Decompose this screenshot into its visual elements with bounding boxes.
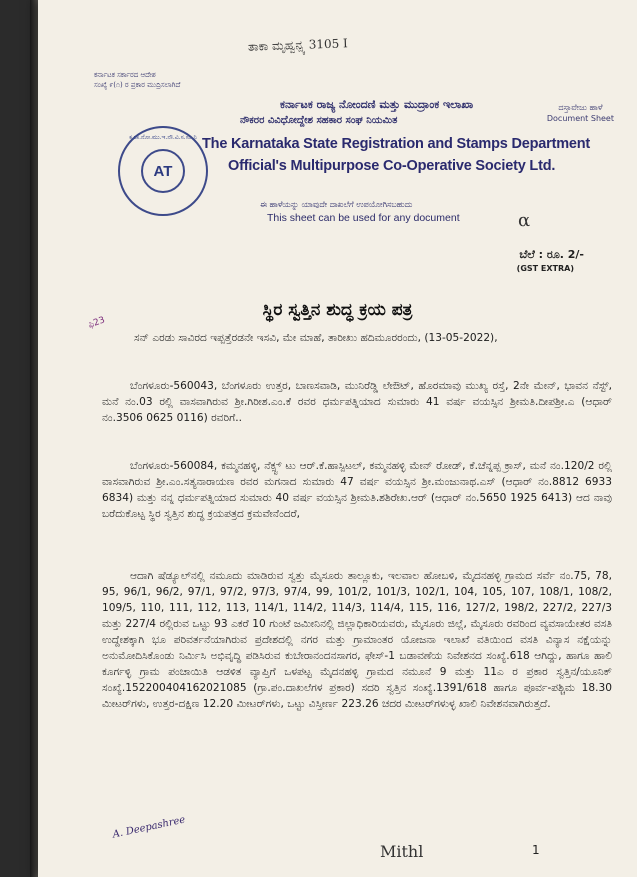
top-handwritten-note: ತಾಕಾ ಮೃಹ್ವನ್ಪ್ಕ 3105 I (247, 36, 349, 54)
deed-paragraph-property: ಆದಾಗಿ ಷೆಡ್ಯೂಲ್‌ನಲ್ಲಿ ನಮೂದು ಮಾಡಿರುವ ಸ್ವತ್ತು ಮೈಸೂರು ತಾಲ್ಲೂಕು, ಇಲವಾಲ ಹೋಬಳಿ, ಮೈದನಹಳ್ಳಿ ಗ್ರಾಮದ ಸರ್ವೆ ನಂ.75, 78, 95, 96/1, 96/2, 97/1, 97/2, 97/3, 97/4, 99, 101/2, 101/3, 102/1, 104, 105, 107, 108/1, 108/2, 109/5, 110, 111, 112, 113, 114/1, 114/2, 114/3, 114/4, 115, 116, 127/2, 198/2, 227/2, 227/3 ಮತ್ತು 227/4 ರಲ್ಲಿರುವ ಒಟ್ಟು 93 ಎಕರೆ 10 ಗುಂಟೆ ಜಮೀನಿನಲ್ಲಿ ಜಿಲ್ಲಾಧಿಕಾರಿಯವರು, ಮೈಸೂರು ಜಿಲ್ಲೆ, ಮೈಸೂರು ರವರಿಂದ ವ್ಯವಸಾಯೇತರ ವಸತಿ ಉದ್ದೇಶಕ್ಕಾಗಿ ಭೂ ಪರಿವರ್ತನೆಯಾಗಿರುವ ಪ್ರದೇಶದಲ್ಲಿ ನಗರ ಮತ್ತು ಗ್ರಾಮಾಂತರ ಯೋಜನಾ ಇಲಾಖೆ ವತಿಯಿಂದ ವಸತಿ ವಿನ್ಯಾಸ ನಕ್ಷೆಯನ್ನು ಅನುಮೋದಿಸಿಕೊಂಡು ನಿರ್ಮಿಸಿ ಅಭಿವೃದ್ಧಿ ಪಡಿಸಿರುವ ಕುಬೇರಾನಂದನಸಾಗರ, ಫೇಸ್-1 ಬಡಾವಣೆಯ ನಿವೇಶನದ ಸಂಖ್ಯೆ.618 ಆಗಿದ್ದು, ಹಾಗೂ ಹಾಲಿ ಕೂರ್ಗಳ್ಳಿ ಗ್ರಾಮ ಪಂಚಾಯಿತಿ ಆಡಳಿತ ವ್ಯಾಪ್ತಿಗೆ ಒಳಪಟ್ಟ ಮೈದನಹಳ್ಳಿ ಗ್ರಾಮದ ನಮೂನೆ 9 ಮತ್ತು 11ಎ ರ ಪ್ರಕಾರ ಸ್ವತ್ತಿನ/ಯೂನಿಕ್ ಸಂಖ್ಯೆ.152200404162021085 (ಗ್ರಾ.ಪಂ.ದಾಖಲೆಗಳ ಪ್ರಕಾರ) ಸದರಿ ಸ್ವತ್ತಿನ ಸಂಖ್ಯೆ.1391/618 ಹಾಗೂ ಪೂರ್ವ-ಪಶ್ಚಿಮ 18.30 ಮೀಟರ್‌ಗಳು, ಉತ್ತರ-ದಕ್ಷಿಣ 12.20 ಮೀಟರ್‌ಗಳು, ಒಟ್ಟು ವಿಸ್ತೀರ್ಣ 223.26 ಚದರ ಮೀಟರ್‌ಗಳುಳ್ಳ ಖಾಲಿ ನಿವೇಶನವಾಗಿರುತ್ತದೆ. (102, 570, 612, 710)
header-kannada-line1: ಕರ್ನಾಟಕ ರಾಜ್ಯ ನೋಂದಣಿ ಮತ್ತು ಮುದ್ರಾಂಕ ಇಲಾಖಾ (280, 98, 474, 111)
deed-paragraph-purchaser: ಬೆಂಗಳೂರು-560043, ಬೆಂಗಳೂರು ಉತ್ತರ, ಬಾಣಸವಾಡಿ, ಮುನಿರೆಡ್ಡಿ ಲೇಔಟ್, ಹೊರಮಾವು ಮುಖ್ಯ ರಸ್ತೆ, 2ನೇ ಮೇನ್, ಭಾವನ ನೆಸ್ಟ್, ಮನೆ ನಂ.03 ರಲ್ಲಿ ವಾಸವಾಗಿರುವ ಶ್ರೀ.ಗಿರೀಶ.ಎಂ.ಕೆ ರವರ ಧರ್ಮಪತ್ನಿಯಾದ ಸುಮಾರು 41 ವರ್ಷ ವಯಸ್ಸಿನ ಶ್ರೀಮತಿ.ದೀಪಶ್ರೀ.ಎ (ಆಧಾರ್ ನಂ.3506 0625 0116) ರವರಿಗೆ.. (102, 380, 612, 424)
document-sheet-en: Document Sheet (546, 114, 614, 123)
handwritten-mark: α (518, 210, 531, 231)
header-english-line1: The Karnataka State Registration and Stamps Department (202, 136, 591, 152)
document-sheet-kn: ದಸ್ತಾವೇಜು ಹಾಳೆ (558, 103, 603, 112)
gst-note: (GST EXTRA) (516, 264, 574, 273)
society-seal-icon (118, 126, 208, 216)
header-english-line2: Official's Multipurpose Co-Operative Society Ltd. (228, 158, 556, 174)
usage-note-kannada: ಈ ಹಾಳೆಯನ್ನು ಯಾವುದೇ ದಾಖಲೆಗೆ ಉಪಯೋಗಿಸಬಹುದು (260, 200, 413, 209)
signature-seller: Mithl (380, 842, 424, 861)
margin-note: ಫಿ23 (86, 315, 107, 331)
govt-order-line2: ಸಂಖ್ಯೆ ೯(೧) ರ ಪ್ರಕಾರ ಮುದ್ರಿಸಲಾಗಿದೆ (94, 81, 181, 89)
sheet-price: ಬೆಲೆ : ರೂ. 2/- (519, 248, 584, 261)
page-number: 1 (532, 843, 540, 857)
deed-title: ಸ್ಥಿರ ಸ್ವತ್ತಿನ ಶುದ್ಧ ಕ್ರಯ ಪತ್ರ (262, 300, 413, 320)
deed-paragraph-sellers: ಬೆಂಗಳೂರು-560084, ಕಮ್ಮನಹಳ್ಳಿ, ನೆಕ್ಸ್ಟ್ ಟು ಆರ್.ಕೆ.ಹಾಸ್ಪಿಟಲ್, ಕಮ್ಮನಹಳ್ಳಿ ಮೇನ್ ರೋಡ್, ಕೆ.ಚೆನ್ನಪ್ಪ ಕ್ರಾಸ್, ಮನೆ ನಂ.120/2 ರಲ್ಲಿ ವಾಸವಾಗಿರುವ ಶ್ರೀ.ಎಂ.ಸತ್ಯನಾರಾಯಣ ರವರ ಮಗನಾದ ಸುಮಾರು 47 ವರ್ಷ ವಯಸ್ಸಿನ ಶ್ರೀ.ಮಂಜುನಾಥ.ಎಸ್ (ಆಧಾರ್ ನಂ.8812 6933 6834) ಮತ್ತು ನನ್ನ ಧರ್ಮಪತ್ನಿಯಾದ ಸುಮಾರು 40 ವರ್ಷ ವಯಸ್ಸಿನ ಶ್ರೀಮತಿ.ಶಶಿರೇಖ.ಆರ್ (ಆಧಾರ್ ನಂ.5650 1925 6413) ಆದ ನಾವು ಬರೆದುಕೊಟ್ಟ ಸ್ಥಿರ ಸ್ವತ್ತಿನ ಶುದ್ಧ ಕ್ರಯಪತ್ರದ ಕ್ರಮವೇನೆಂದರೆ, (102, 460, 612, 520)
signature-purchaser: A. Deepashree (111, 814, 187, 841)
document-page (38, 0, 637, 877)
seal-monogram: AT (141, 149, 185, 193)
seal-ring-text: ಕ.ರಾ.ನೋ.ಮು.ಇ.ನೌ.ವಿ.ಸ.ಸಂ.ನಿ (129, 134, 197, 141)
header-kannada-line2: ನೌಕರರ ವಿವಿಧೋದ್ದೇಶ ಸಹಕಾರ ಸಂಘ ನಿಯಮಿತ (240, 115, 398, 126)
govt-order-note (94, 70, 214, 90)
stamp-sheet-header (90, 70, 620, 298)
govt-order-line1: ಕರ್ನಾಟಕ ಸರ್ಕಾರದ ಆದೇಶ (94, 71, 156, 79)
deed-date-paragraph: ಸನ್ ಎರಡು ಸಾವಿರದ ಇಪ್ಪತ್ತೆರಡನೇ ಇಸವಿ, ಮೇ ಮಾಹೆ, ತಾರೀಖು ಹದಿಮೂರರಂದು, (13-05-2022), (134, 332, 498, 344)
usage-note-english: This sheet can be used for any document (267, 212, 460, 224)
document-sheet-label (547, 102, 614, 124)
